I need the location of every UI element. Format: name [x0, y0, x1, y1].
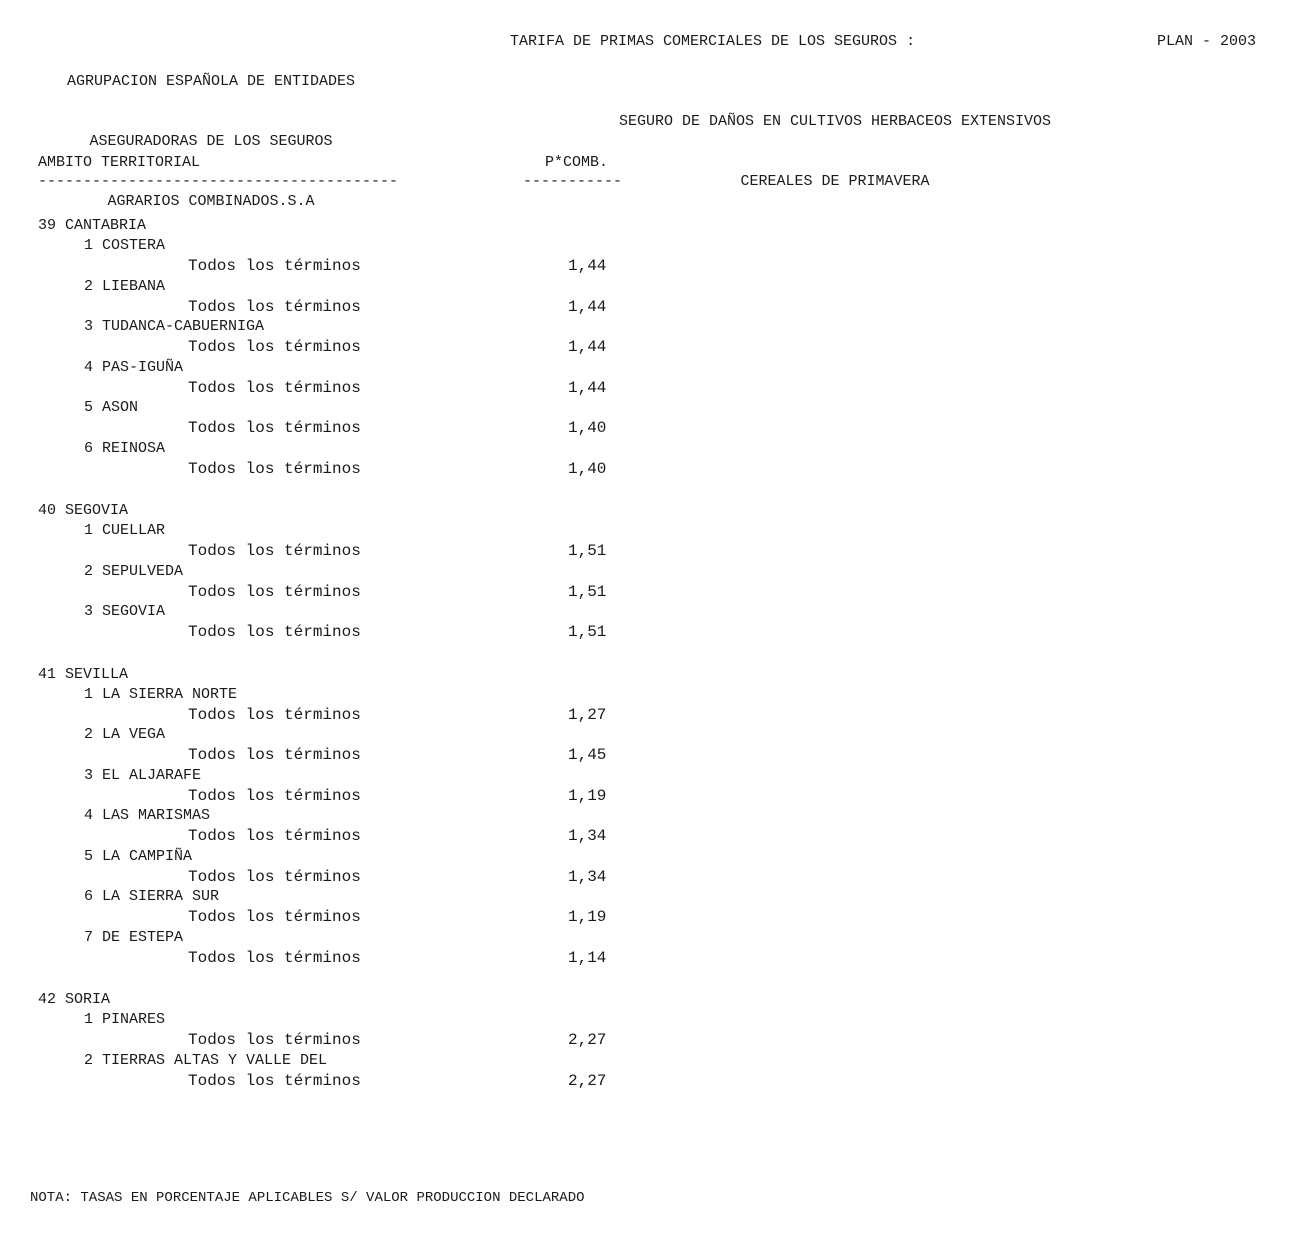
zone-label: 3 SEGOVIA: [84, 603, 166, 620]
org-line: AGRARIOS COMBINADOS.S.A: [107, 193, 315, 210]
term-label: Todos los términos: [188, 297, 361, 316]
premium-value: 2,27: [568, 1071, 607, 1090]
term-label: Todos los términos: [188, 459, 361, 478]
premium-value: 1,14: [568, 948, 607, 967]
term-label: Todos los términos: [188, 867, 361, 886]
premium-value: 1,44: [568, 297, 607, 316]
zone-label: 4 LAS MARISMAS: [84, 807, 211, 824]
table-row: [38, 826, 838, 847]
premium-value: 1,51: [568, 582, 607, 601]
province-heading: 41 SEVILLA: [38, 665, 129, 683]
premium-value: 1,45: [568, 746, 607, 764]
zone-label: 5 ASON: [84, 399, 139, 416]
table-row: [38, 297, 838, 318]
table-row: [38, 867, 838, 888]
table-row: [38, 378, 838, 399]
premium-value: 1,19: [568, 908, 607, 926]
term-label: Todos los términos: [188, 827, 361, 845]
term-label: Todos los términos: [188, 786, 361, 805]
plan-label: PLAN - 2003: [1157, 33, 1257, 50]
zone-label: 6 LA SIERRA SUR: [84, 888, 220, 905]
premium-value: 1,44: [568, 257, 607, 275]
table-row: [38, 786, 838, 807]
table-row: [38, 256, 838, 277]
zone-label: 3 EL ALJARAFE: [84, 766, 202, 784]
organization-name: [26, 32, 399, 232]
zone-label: 2 TIERRAS ALTAS Y VALLE DEL: [84, 1051, 328, 1069]
org-line: ASEGURADORAS DE LOS SEGUROS: [89, 133, 333, 150]
table-row: [38, 948, 838, 969]
zone-label: 4 PAS-IGUÑA: [84, 358, 184, 376]
tariff-table: [38, 216, 838, 1091]
term-label: Todos los términos: [188, 1071, 361, 1090]
zone-label: 5 LA CAMPIÑA: [84, 847, 193, 865]
premium-value: 1,34: [568, 867, 607, 886]
table-row: [38, 745, 838, 766]
column-rule-value: -----------: [523, 173, 623, 190]
term-label: Todos los términos: [188, 378, 361, 397]
zone-label: 1 LA SIERRA NORTE: [84, 685, 238, 703]
term-label: Todos los términos: [188, 948, 361, 967]
premium-value: 1,51: [568, 623, 607, 641]
org-line: AGRUPACION ESPAÑOLA DE ENTIDADES: [66, 73, 356, 90]
province-heading: 40 SEGOVIA: [38, 502, 129, 519]
term-label: Todos los términos: [188, 419, 361, 437]
document-subtitle: [555, 72, 1115, 212]
term-label: Todos los términos: [188, 623, 361, 641]
premium-value: 1,40: [568, 419, 607, 437]
subtitle-line: SEGURO DE DAÑOS EN CULTIVOS HERBACEOS EXTENSIVOS: [618, 113, 1052, 130]
premium-value: 1,19: [568, 786, 607, 805]
province-heading: 42 SORIA: [38, 991, 111, 1008]
column-header-value: P*COMB.: [545, 154, 609, 171]
zone-label: 2 SEPULVEDA: [84, 562, 184, 580]
zone-label: 1 CUELLAR: [84, 522, 166, 539]
premium-value: 1,40: [568, 459, 607, 478]
term-label: Todos los términos: [188, 746, 361, 764]
document-title: TARIFA DE PRIMAS COMERCIALES DE LOS SEGUROS :: [510, 33, 916, 50]
term-label: Todos los términos: [188, 257, 361, 275]
premium-value: 1,44: [568, 338, 607, 356]
table-row: [38, 622, 838, 643]
zone-label: 3 TUDANCA-CABUERNIGA: [84, 318, 265, 335]
zone-label: 6 REINOSA: [84, 439, 166, 457]
table-row: [38, 459, 838, 480]
zone-label: 2 LIEBANA: [84, 277, 166, 295]
table-row: [38, 418, 838, 439]
term-label: Todos los términos: [188, 705, 361, 724]
premium-value: 2,27: [568, 1031, 607, 1049]
zone-label: 1 PINARES: [84, 1011, 166, 1028]
premium-value: 1,34: [568, 827, 607, 845]
table-row: [38, 1071, 838, 1092]
section-spacer: [38, 968, 838, 990]
table-row: [38, 1030, 838, 1051]
footnote: NOTA: TASAS EN PORCENTAJE APLICABLES S/ VALOR PRODUCCION DECLARADO: [30, 1190, 585, 1206]
premium-value: 1,44: [568, 378, 607, 397]
table-row: [38, 705, 838, 726]
table-row: [38, 541, 838, 562]
zone-label: 1 COSTERA: [84, 237, 166, 254]
section-spacer: [38, 479, 838, 501]
table-row: [38, 337, 838, 358]
column-header-ambito: AMBITO TERRITORIAL: [38, 154, 201, 171]
zone-label: 2 LA VEGA: [84, 726, 166, 743]
term-label: Todos los términos: [188, 542, 361, 560]
province-heading: 39 CANTABRIA: [38, 217, 147, 234]
term-label: Todos los términos: [188, 908, 361, 926]
term-label: Todos los términos: [188, 338, 361, 356]
premium-value: 1,51: [568, 542, 607, 560]
table-row: [38, 907, 838, 928]
term-label: Todos los términos: [188, 582, 361, 601]
zone-label: 7 DE ESTEPA: [84, 928, 184, 946]
section-spacer: [38, 643, 838, 665]
premium-value: 1,27: [568, 705, 607, 724]
subtitle-line: CEREALES DE PRIMAVERA: [740, 173, 930, 190]
column-rule-ambito: ----------------------------------------: [38, 173, 399, 190]
table-row: [38, 582, 838, 603]
term-label: Todos los términos: [188, 1031, 361, 1049]
